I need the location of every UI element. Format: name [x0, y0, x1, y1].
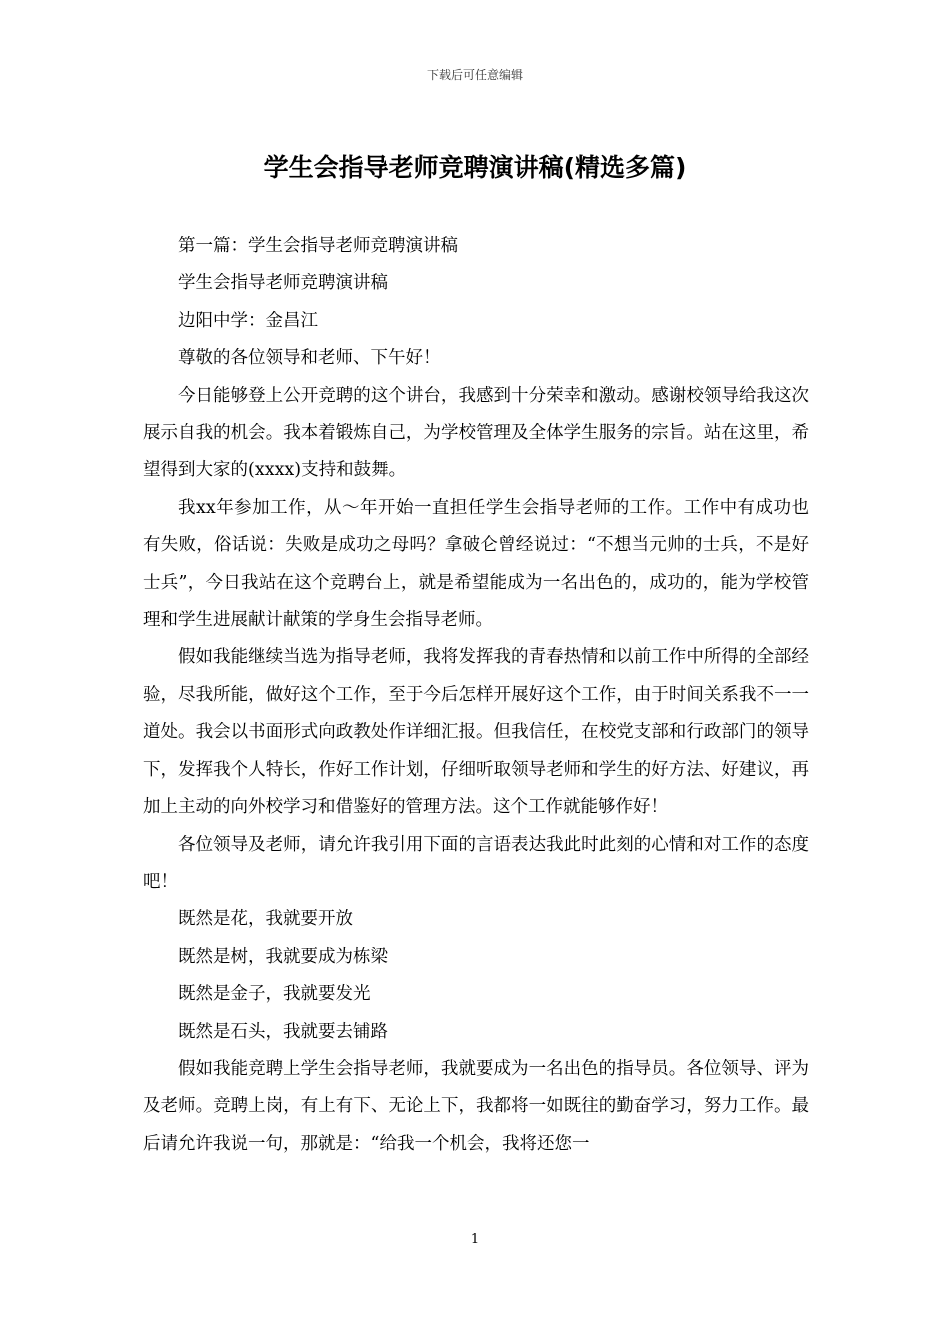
greeting: 尊敬的各位领导和老师、下午好！ [178, 348, 441, 369]
paragraph: 假如我能继续当选为指导老师，我将发挥我的青春热情和以前工作中所得的全部经验，尽我所能，做好这个工作，至于今后怎样开展好这个工作，由于时间关系我不一一道处。我会以书面形式向政教处作详细汇报。但我信任，在校党支部和行政部门的领导下，发挥我个人特长，作好工作计划，仔细听取领导老师和学生的好方法、好建议，再加上主动的向外校学习和借鉴好的管理方法。这个工作就能够作好！ [143, 647, 809, 818]
verse-line: 既然是石头，我就要去铺路 [178, 1021, 388, 1042]
verse-line: 既然是树，我就要成为栋梁 [178, 946, 388, 967]
paragraph: 我xx年参加工作，从～年开始一直担任学生会指导老师的工作。工作中有成功也有失败，俗话说：失败是成功之母吗？拿破仑曾经说过：“不想当元帅的士兵，不是好士兵”，今日我站在这个竞聘台上，就是希望能成为一名出色的，成功的，能为学校管理和学生进展献计献策的学身生会指导老师。 [143, 497, 809, 631]
speech-title: 学生会指导老师竞聘演讲稿 [178, 273, 388, 294]
document-title: 学生会指导老师竞聘演讲稿(精选多篇) [263, 153, 687, 182]
paragraph: 各位领导及老师，请允许我引用下面的言语表达我此时此刻的心情和对工作的态度吧！ [143, 834, 809, 892]
verse-line: 既然是金子，我就要发光 [178, 984, 371, 1005]
paragraph: 假如我能竞聘上学生会指导老师，我就要成为一名出色的指导员。各位领导、评为及老师。竞聘上岗，有上有下、无论上下，我都将一如既往的勤奋学习，努力工作。最后请允许我说一句，那就是：“给我一个机会，我将还您一 [143, 1058, 809, 1154]
header-note: 下载后可任意编辑 [426, 68, 523, 82]
document-body [143, 228, 809, 1163]
author-line: 边阳中学：金昌江 [178, 310, 318, 331]
page-number: 1 [470, 1232, 480, 1247]
paragraph: 今日能够登上公开竞聘的这个讲台，我感到十分荣幸和激动。感谢校领导给我这次展示自我的机会。我本着锻炼自己，为学校管理及全体学生服务的宗旨。站在这里，希望得到大家的(xxxx)支持和鼓舞。 [143, 385, 809, 481]
section-heading: 第一篇：学生会指导老师竞聘演讲稿 [178, 236, 458, 256]
verse-line: 既然是花，我就要开放 [178, 909, 353, 930]
